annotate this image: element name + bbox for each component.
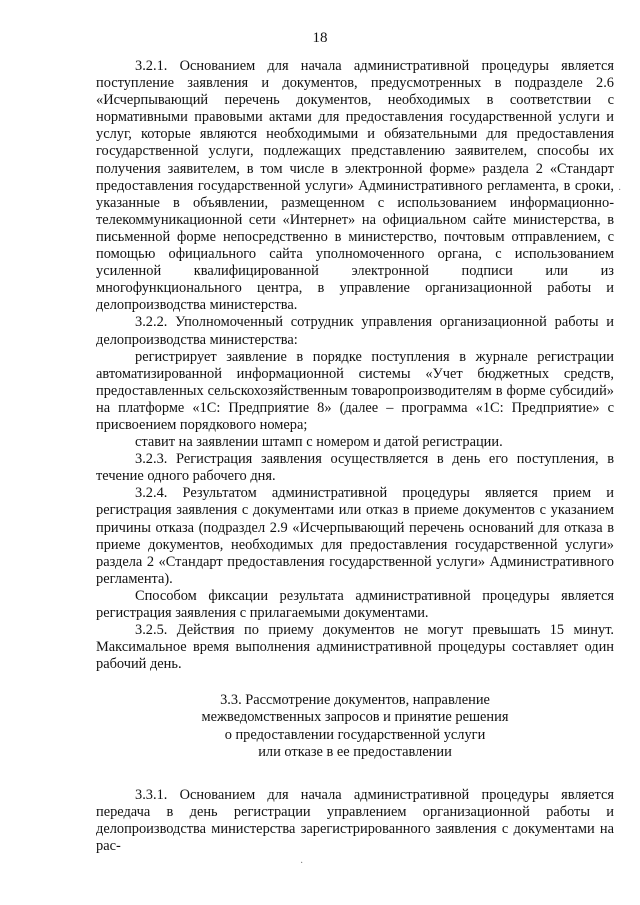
page-number: 18 — [312, 30, 328, 46]
paragraph-fixation: Способом фиксации результата административной процедуры является регистрация заявления с прилагаемыми документами. — [96, 587, 614, 621]
scan-speck: · — [618, 185, 622, 196]
scan-speck: · — [300, 858, 304, 869]
paragraph-3-2-2: 3.2.2. Уполномоченный сотрудник управления организационной работы и делопроизводства министерства: — [96, 314, 614, 348]
heading-line: или отказе в ее предоставлении — [258, 743, 452, 760]
paragraph-3-2-1: 3.2.1. Основанием для начала административной процедуры является поступление заявления и документов, предусмотренных в подразделе 2.6 «Исчерпывающий перечень документов, необходимых в соответствии с нормативными правовыми актами для предоставления государственной услуги и услуг, которые являются необходимыми и обязательными для предоставления государственной услуги, подлежащих представлению заявителем, способы их получения заявителем, в том числе в электронной форме» раздела 2 «Стандарт предоставления государственной услуги» Административного регламента, в сроки, указанные в объявлении, размещенном с использованием информационно-телекоммуникационной сети «Интернет» на официальном сайте министерства, в письменной форме непосредственно в министерство, почтовым отправлением, с помощью официального сайта уполномоченного органа, с использованием усиленной квалифицированной электронной подписи или из многофункционального центра, в управление организационной работы и делопроизводства министерства. — [96, 58, 614, 314]
paragraph-3-3-1: 3.3.1. Основанием для начала административной процедуры является передача в день регистрации управлением организационной работы и делопроизводства министерства зарегистрированного заявления с документами на рас- — [96, 786, 614, 855]
paragraph-3-2-5: 3.2.5. Действия по приему документов не могут превышать 15 минут. Максимальное время выполнения административной процедуры составляет один рабочий день. — [96, 622, 614, 673]
paragraph-3-2-3: 3.2.3. Регистрация заявления осуществляется в день его поступления, в течение одного рабочего дня. — [96, 451, 614, 485]
paragraph-register: регистрирует заявление в порядке поступления в журнале регистрации автоматизированной информационной системы «Учет бюджетных средств, предоставленных сельскохозяйственным товаропроизводителям в форме субсидий» на платформе «1С: Предприятие 8» (далее – программа «1С: Предприятие» с присвоением порядкового номера; — [96, 348, 614, 433]
paragraph-3-2-4: 3.2.4. Результатом административной процедуры является прием и регистрация заявления с документами или отказ в приеме документов с указанием причины отказа (подраздел 2.9 «Исчерпывающий перечень оснований для отказа в приеме документов, необходимых для предоставления государственной услуги» раздела 2 «Стандарт предоставления государственной услуги» Административного регламента). — [96, 485, 614, 587]
paragraph-stamp: ставит на заявлении штамп с номером и датой регистрации. — [135, 434, 503, 451]
heading-line: 3.3. Рассмотрение документов, направление — [220, 692, 490, 709]
section-heading-3-3 — [96, 692, 614, 760]
heading-line: межведомственных запросов и принятие решения — [201, 709, 509, 726]
heading-line: о предоставлении государственной услуги — [224, 726, 486, 743]
document-body — [96, 58, 614, 855]
